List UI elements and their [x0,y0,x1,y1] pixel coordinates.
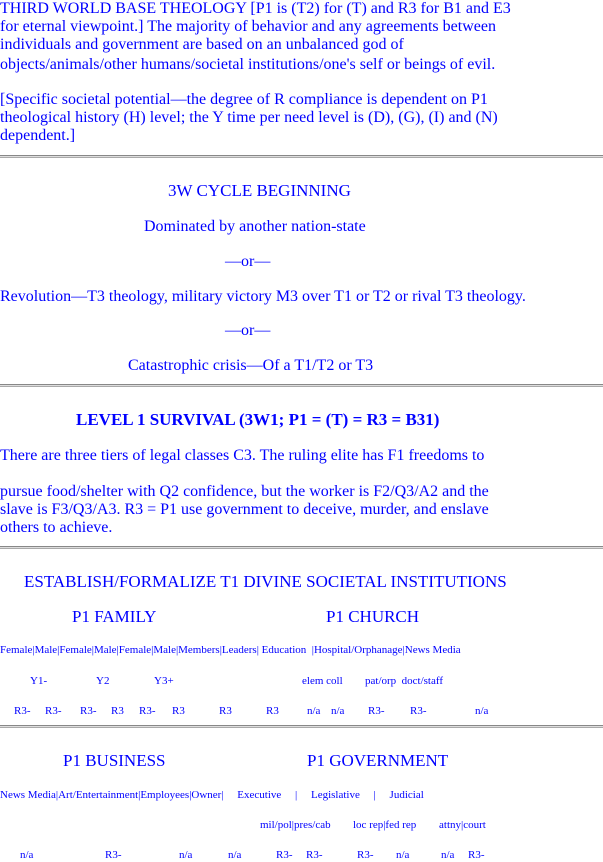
cell: pat/orp doct/staff [365,675,443,687]
cell: R3- [306,849,323,861]
government-heading: P1 GOVERNMENT [307,751,449,770]
family-heading: P1 FAMILY [72,607,157,626]
cell: n/a [179,849,193,861]
divider [0,546,603,548]
intro-line: individuals and government are based on an unbalanced god of [0,36,404,53]
cell: Y1- [30,675,48,687]
cell: elem coll [302,675,343,687]
cell: n/a [20,849,34,861]
cell: R3 [266,705,279,717]
cell: R3- [357,849,374,861]
cell: n/a [307,705,321,717]
level-line: others to achieve. [0,519,113,536]
cycle-or: —or— [225,253,271,270]
level-line: There are three tiers of legal classes C3. The ruling elite has F1 freedoms to [0,447,485,464]
cell: loc rep|fed rep [353,819,417,831]
cycle-item: Revolution—T3 theology, military victory M3 over T1 or T2 or rival T3 theology. [0,288,526,305]
divider [0,384,603,386]
intro-line: for eternal viewpoint.] The majority of behavior and any agreements between [0,18,496,35]
cell: n/a [396,849,410,861]
divider [0,155,603,157]
level-line: pursue food/shelter with Q2 confidence, but the worker is F2/Q3/A2 and the [0,483,489,500]
cycle-title: 3W CYCLE BEGINNING [168,181,351,200]
cell: R3- [139,705,156,717]
cell: R3- [80,705,97,717]
cycle-item: Catastrophic crisis—Of a T1/T2 or T3 [128,357,374,374]
level-line: slave is F3/Q3/A3. R3 = P1 use government to deceive, murder, and enslave [0,501,489,518]
cell: n/a [331,705,345,717]
cycle-item: Dominated by another nation-state [144,218,366,235]
cell: R3 [172,705,185,717]
cell: mil/pol|pres/cab [260,819,331,831]
cell: R3- [468,849,485,861]
cell: n/a [228,849,242,861]
note-line: theological history (H) level; the Y time per need level is (D), (G), (I) and (N) [0,109,498,126]
cycle-or: —or— [225,322,271,339]
cell: R3- [410,705,427,717]
church-heading: P1 CHURCH [326,607,420,626]
cell: Y2 [96,675,110,687]
cell: R3- [368,705,385,717]
cell: R3- [105,849,122,861]
family-church-header-row: Female|Male|Female|Male|Female|Male|Members|Leaders| Education |Hospital/Orphanage|News Media [0,644,461,656]
business-government-header-row: News Media|Art/Entertainment|Employees|Owner| Executive | Legislative | Judicial [0,789,424,801]
note-line: dependent.] [0,127,76,144]
cell: Y3+ [154,675,174,687]
cell: n/a [441,849,455,861]
note-line: [Specific societal potential—the degree of R compliance is dependent on P1 [0,91,488,108]
intro-line: objects/animals/other humans/societal institutions/one's self or beings of evil. [0,56,496,73]
institutions-title: ESTABLISH/FORMALIZE T1 DIVINE SOCIETAL INSTITUTIONS [24,572,507,591]
level-title: LEVEL 1 SURVIVAL (3W1; P1 = (T) = R3 = B31) [76,410,440,429]
cell: n/a [475,705,489,717]
cell: R3 [111,705,124,717]
cell: R3 [219,705,232,717]
intro-line: THIRD WORLD BASE THEOLOGY [P1 is (T2) for (T) and R3 for B1 and E3 [0,0,511,17]
cell: attny|court [439,819,486,831]
cell: R3- [276,849,293,861]
business-heading: P1 BUSINESS [63,751,166,770]
cell: R3- [14,705,31,717]
cell: R3- [45,705,62,717]
divider [0,725,603,727]
